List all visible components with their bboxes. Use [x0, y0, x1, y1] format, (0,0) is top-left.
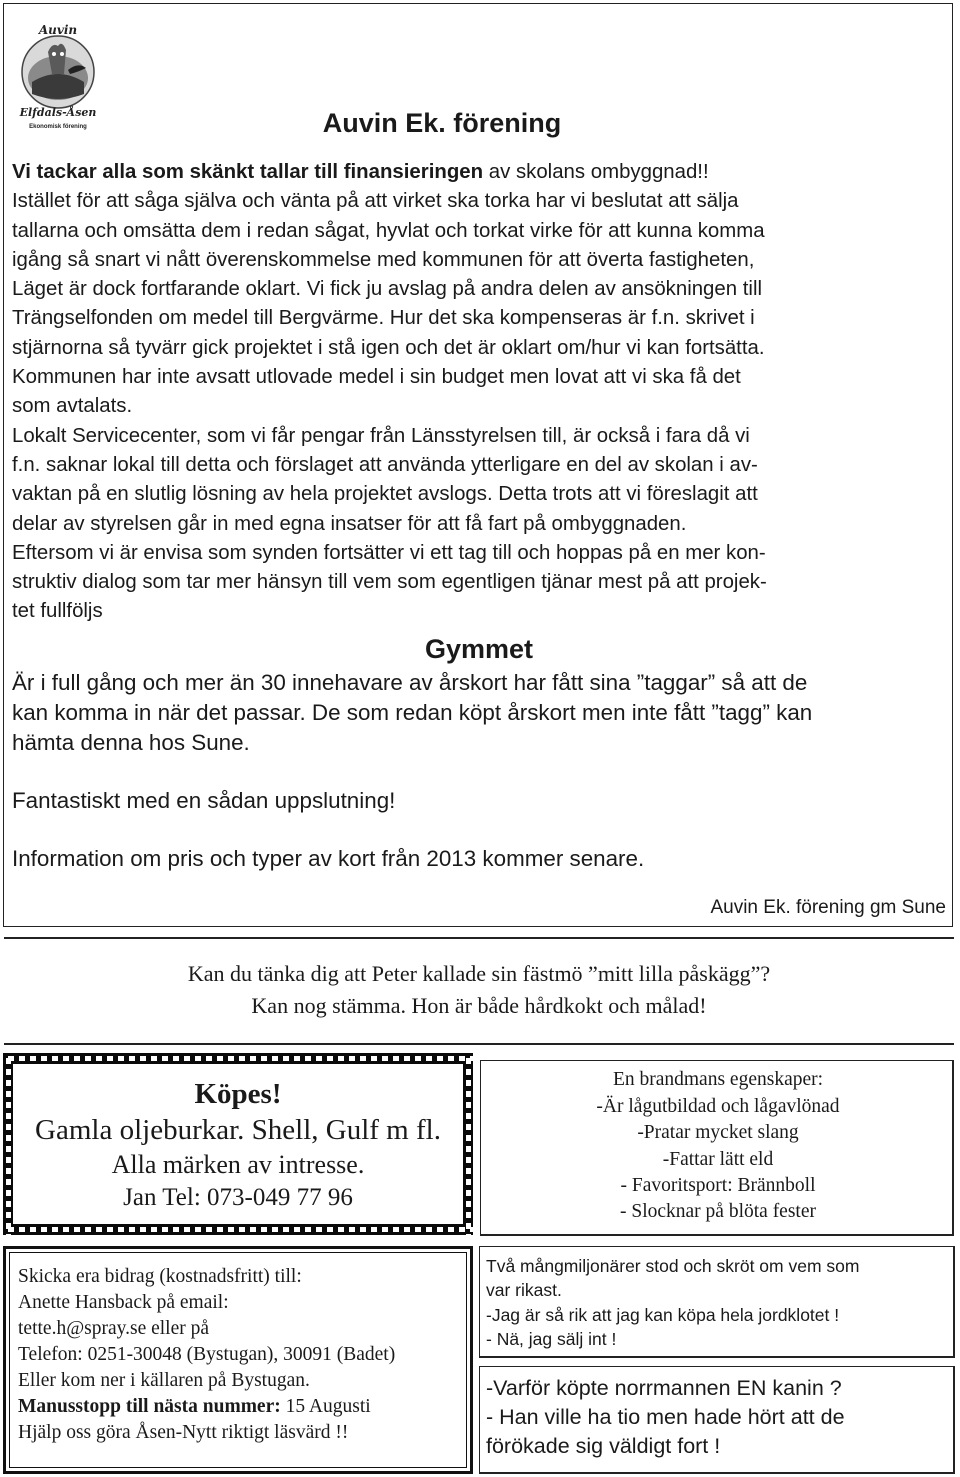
article-line: stjärnorna så tyvärr gick projektet i stå igen och det är oklart om/hur vi kan fortsätta.	[12, 336, 765, 359]
article-line: vaktan på en slutlig lösning av hela projektet avslogs. Detta trots att vi föreslagit att	[12, 483, 758, 506]
firefighter-line: -Pratar mycket slang	[637, 1122, 799, 1143]
wanted-ad-line: Gamla oljeburkar. Shell, Gulf m fl.	[35, 1114, 441, 1146]
perforation-right	[463, 1053, 473, 1235]
rabbit-line: -Varför köpte norrmannen EN kanin ?	[486, 1376, 842, 1400]
contact-line: Eller kom ner i källaren på Bystugan.	[18, 1370, 310, 1391]
intro-rest-text: av skolans ombyggnad!!	[483, 161, 709, 183]
firefighter-line: - Slocknar på blöta fester	[619, 1201, 816, 1222]
gym-line: hämta denna hos Sune.	[12, 730, 250, 755]
intro-bold-text: Vi tackar alla som skänkt tallar till finansieringen	[12, 161, 484, 183]
millionaire-line: var rikast.	[486, 1280, 562, 1300]
article-line: f.n. saknar lokal till detta och förslaget att använda ytterligare en del av skolan i av-	[12, 453, 758, 476]
article-box	[3, 3, 953, 927]
firefighter-line: - Favoritsport: Brännboll	[620, 1175, 816, 1196]
perforation-bottom	[3, 1224, 473, 1235]
article-intro	[12, 158, 942, 187]
article-body	[12, 158, 942, 627]
rabbit-line: - Han ville ha tio men hade hört att de	[486, 1405, 845, 1429]
gym-body	[12, 668, 942, 874]
svg-text:Elfdals-Åsen: Elfdals-Åsen	[19, 106, 97, 119]
millionaire-line: - Nä, jag sälj int !	[486, 1329, 617, 1349]
millionaire-line: -Jag är så rik att jag kan köpa hela jordklotet !	[486, 1305, 840, 1325]
firefighter-line: -Är lågutbildad och lågavlönad	[596, 1096, 840, 1117]
perforation-left	[3, 1053, 13, 1235]
gym-line: kan komma in när det passar. De som redan köpt årskort men inte fått ”tagg” kan	[12, 700, 813, 725]
contact-box	[3, 1246, 473, 1474]
contact-email: tette.h@spray.se eller på	[18, 1318, 210, 1339]
deadline-line	[18, 1396, 371, 1418]
article-line: Läget är dock fortfarande oklart. Vi fick ju avslag på andra delen av ansökningen till	[12, 278, 763, 301]
joke-box	[4, 937, 954, 1045]
rabbit-line: förökade sig väldigt fort !	[486, 1434, 721, 1458]
article-line: struktiv dialog som tar mer hänsyn till vem som egentligen tjänar mest på att projek-	[12, 571, 767, 594]
article-line: Eftersom vi är envisa som synden fortsätter vi ett tag till och hoppas på en mer kon-	[12, 541, 766, 564]
millionaire-joke-box	[479, 1246, 955, 1358]
deadline-label: Manusstopp till nästa nummer:	[18, 1396, 281, 1417]
article-line: delar av styrelsen går in med egna insatser för att få fart på ombyggnaden.	[12, 512, 687, 535]
millionaire-line: Två mångmiljonärer stod och skröt om vem som	[486, 1256, 860, 1276]
wanted-ad-box	[3, 1053, 473, 1235]
firefighter-line: -Fattar lätt eld	[662, 1149, 774, 1170]
article-line: Istället för att såga själva och vänta på att virket ska torka har vi beslutat att sälja	[12, 190, 739, 213]
contact-box-inner	[9, 1252, 467, 1468]
joke-line: Kan nog stämma. Hon är både hårdkokt och målad!	[251, 993, 707, 1018]
firefighter-line: En brandmans egenskaper:	[612, 1069, 824, 1090]
article-line: tet fullföljs	[12, 600, 103, 623]
gym-line: Fantastiskt med en sådan uppslutning!	[12, 788, 396, 813]
article-signature: Auvin Ek. förening gm Sune	[710, 897, 946, 918]
article-line: tallarna och omsätta dem i redan sågat, hyvlat och torkat virke för att kunna komma	[12, 219, 765, 242]
wanted-ad-content	[13, 1064, 463, 1224]
contact-line: Skicka era bidrag (kostnadsfritt) till:	[18, 1266, 302, 1287]
article-line: som avtalats.	[12, 395, 133, 418]
svg-text:Auvin: Auvin	[38, 23, 78, 37]
joke-line: Kan du tänka dig att Peter kallade sin fästmö ”mitt lilla påskägg”?	[187, 961, 771, 986]
gym-heading: Gymmet	[424, 634, 534, 664]
contact-line: Anette Hansback på email:	[18, 1292, 229, 1313]
gym-line: Information om pris och typer av kort från 2013 kommer senare.	[12, 846, 645, 871]
wanted-ad-line: Alla märken av intresse.	[111, 1150, 365, 1179]
deadline-value: 15 Augusti	[280, 1396, 371, 1417]
contact-phone: Telefon: 0251-30048 (Bystugan), 30091 (Badet)	[18, 1344, 396, 1365]
rabbit-joke-box	[479, 1366, 955, 1474]
perforation-top	[3, 1053, 473, 1064]
gym-line: Är i full gång och mer än 30 innehavare av årskort har fått sina ”taggar” så att de	[12, 670, 808, 695]
article-title: Auvin Ek. förening	[322, 108, 562, 138]
article-line: igång så snart vi nått överenskommelse med kommunen för att överta fastigheten,	[12, 248, 755, 271]
svg-text:Ekonomisk förening: Ekonomisk förening	[29, 124, 87, 130]
article-line: Kommunen har inte avsatt utlovade medel i sin budget men lovat att vi ska få det	[12, 366, 741, 389]
firefighter-joke-box	[480, 1060, 954, 1236]
article-line: Lokalt Servicecenter, som vi får pengar från Länsstyrelsen till, är också i fara då vi	[12, 424, 750, 447]
contact-line: Hjälp oss göra Åsen-Nytt riktigt läsvärd !!	[18, 1422, 349, 1443]
wanted-ad-title: Köpes!	[194, 1078, 282, 1110]
wanted-ad-phone: Jan Tel: 073-049 77 96	[123, 1184, 353, 1211]
article-line: Trängselfonden om medel till Bergvärme. Hur det ska kompenseras är f.n. skrivet i	[12, 307, 755, 330]
